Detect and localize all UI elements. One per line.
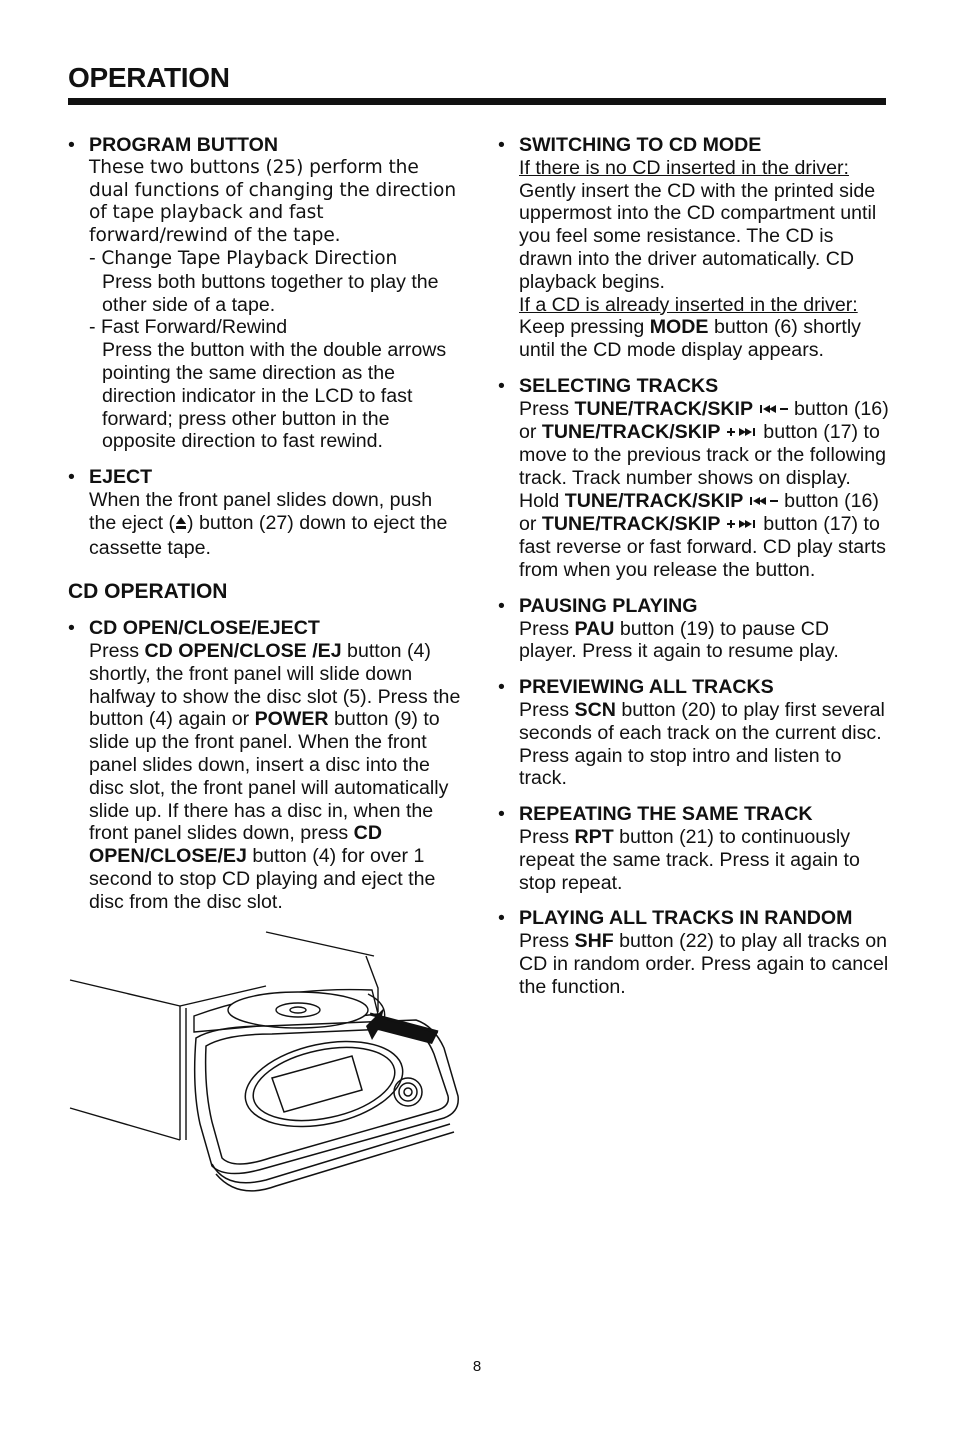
plus-skip-forward-icon xyxy=(726,513,758,536)
left-column xyxy=(68,134,463,927)
skip-back-minus-icon xyxy=(749,490,779,513)
pausing-playing-heading: PAUSING PLAYING xyxy=(519,594,698,617)
change-direction-body: Press both buttons together to play the other side of a tape. xyxy=(102,270,439,316)
selecting-tracks-hold-text: Hold TUNE/TRACK/SKIP button (16) or TUNE/TRACK/SKIP button (17) to fast reverse or fast forward. CD play starts from when you release the button. xyxy=(519,489,886,582)
page-title: OPERATION xyxy=(68,62,230,93)
right-column xyxy=(498,134,890,1012)
cd-already-inserted-label: If a CD is already inserted in the driver: xyxy=(519,293,858,316)
eject-section xyxy=(68,466,463,559)
pausing-playing-section xyxy=(498,595,890,663)
bullet: • xyxy=(68,134,75,156)
previewing-tracks-body: Press SCN button (20) to play first several seconds of each track on the current disc. Press again to stop intro and listen to track. xyxy=(519,699,885,790)
bullet: • xyxy=(498,676,505,699)
cd-operation-heading: CD OPERATION xyxy=(68,580,228,604)
cd-open-close-section xyxy=(68,617,463,913)
cd-player-illustration xyxy=(66,928,462,1214)
bullet: • xyxy=(498,134,505,156)
no-cd-inserted-label: If there is no CD inserted in the driver: xyxy=(519,156,849,179)
program-button-text xyxy=(89,157,463,271)
bullet: • xyxy=(498,374,505,397)
eject-body-post: ) button (27) down to eject the cassette tape. xyxy=(89,511,448,559)
repeating-track-heading: REPEATING THE SAME TRACK xyxy=(519,803,813,826)
previewing-tracks-heading: PREVIEWING ALL TRACKS xyxy=(519,676,774,699)
random-play-heading: PLAYING ALL TRACKS IN RANDOM xyxy=(519,907,853,930)
switching-cd-mode-heading: SWITCHING TO CD MODE xyxy=(519,134,762,156)
change-direction-title: - Change Tape Playback Direction xyxy=(89,247,398,269)
program-button-section xyxy=(68,134,463,453)
random-play-body: Press SHF button (22) to play all tracks on CD in random order. Press again to cancel the function. xyxy=(519,930,889,998)
repeating-track-body: Press RPT button (21) to continuously repeat the same track. Press it again to stop repeat. xyxy=(519,826,860,894)
program-button-body: These two buttons (25) perform the dual functions of changing the direction of tape playback and fast forward/rewind of the tape. xyxy=(89,156,457,247)
previewing-tracks-section xyxy=(498,676,890,790)
title-rule xyxy=(68,98,886,105)
cd-open-close-body: Press CD OPEN/CLOSE /EJ button (4) shortly, the front panel will slide down halfway to show the disc slot (5). Press the button (4) again or POWER button (9) to slide up the front panel. When the front panel slides down, insert a disc into the disc slot, the front panel will automatically slide up. If there has a disc in, when the front panel slides down, press CD OPEN/CLOSE/EJ button (4) for over 1 second to stop CD playing and eject the disc from the disc slot. xyxy=(89,639,461,913)
cd-already-inserted-text: Keep pressing MODE button (6) shortly until the CD mode display appears. xyxy=(519,316,861,362)
bullet: • xyxy=(498,594,505,617)
fast-forward-rewind-title: - Fast Forward/Rewind xyxy=(89,316,288,339)
selecting-tracks-section xyxy=(498,375,890,582)
switching-cd-mode-section xyxy=(498,134,890,362)
no-cd-inserted-text: Gently insert the CD with the printed side uppermost into the CD compartment until you feel some resistance. The CD is drawn into the driver automatically. CD playback begins. xyxy=(519,179,877,293)
selecting-tracks-heading: SELECTING TRACKS xyxy=(519,374,719,397)
fast-forward-rewind-body: Press the button with the double arrows pointing the same direction as the direction indicator in the LCD to fast forward; press other button in the opposite direction to fast rewind. xyxy=(102,339,447,453)
repeating-track-section xyxy=(498,803,890,894)
cd-open-close-heading: CD OPEN/CLOSE/EJECT xyxy=(89,617,320,640)
plus-skip-forward-icon xyxy=(726,421,758,444)
skip-back-minus-icon xyxy=(759,398,789,421)
selecting-tracks-press-text: Press TUNE/TRACK/SKIP button (16) or TUNE/TRACK/SKIP button (17) to move to the previous track or the following track. Track number shows on display. xyxy=(519,397,889,489)
random-play-section xyxy=(498,907,890,998)
bullet: • xyxy=(68,466,75,489)
page-number: 8 xyxy=(472,1358,482,1375)
bullet: • xyxy=(498,803,505,826)
pausing-playing-body: Press PAU button (19) to pause CD player. Press it again to resume play. xyxy=(519,617,839,663)
eject-icon xyxy=(175,514,187,537)
eject-heading: EJECT xyxy=(89,466,153,489)
eject-body xyxy=(89,489,463,559)
bullet: • xyxy=(68,617,75,640)
bullet: • xyxy=(498,907,505,930)
eject-body-pre: When the front panel slides down, push the eject ( xyxy=(89,488,433,534)
program-button-heading: PROGRAM BUTTON xyxy=(89,134,279,156)
